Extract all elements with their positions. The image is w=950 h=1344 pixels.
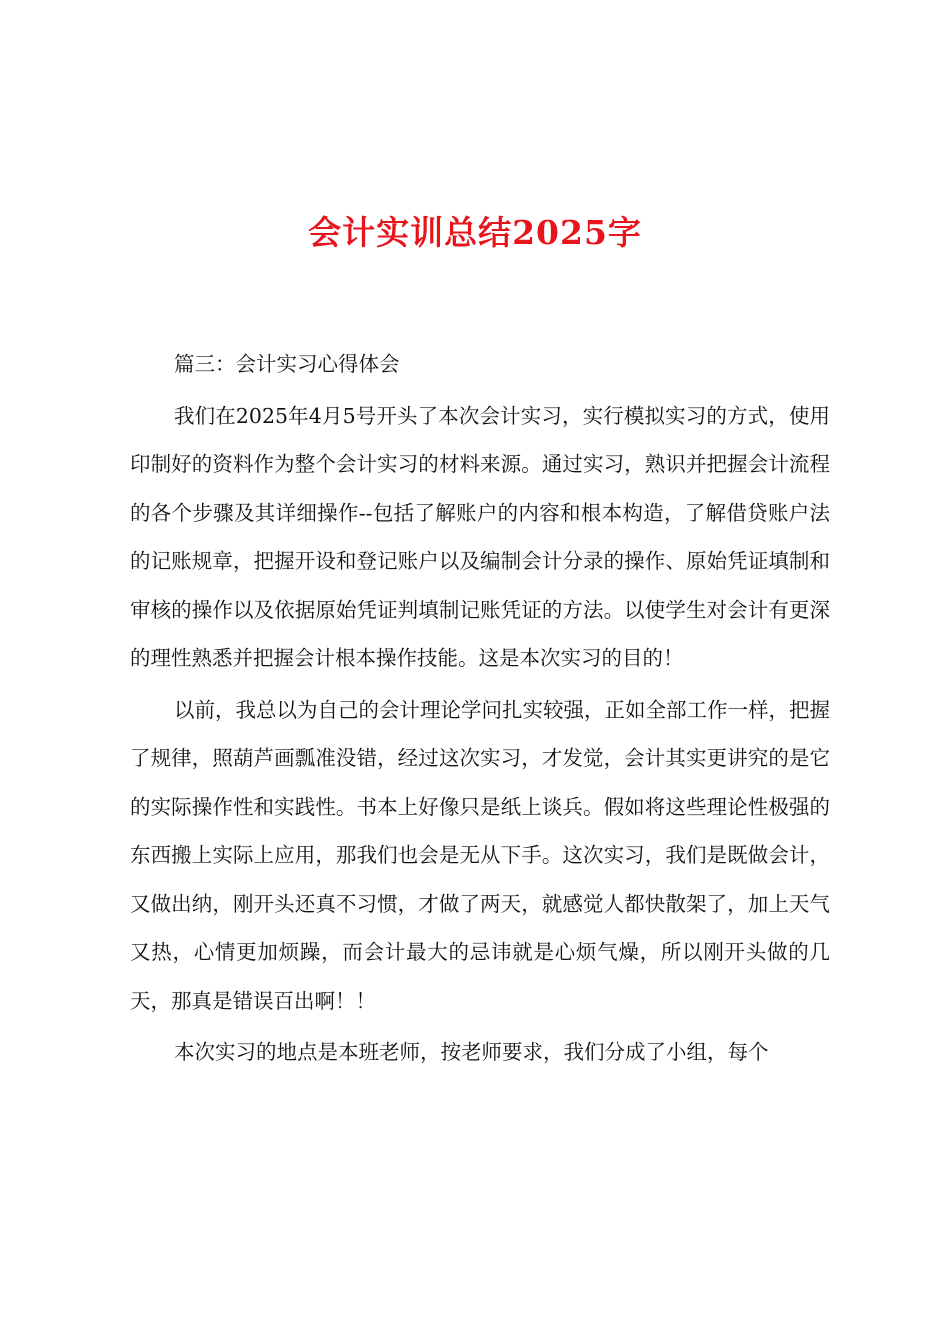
section-heading: 篇三：会计实习心得体会 (174, 352, 400, 376)
paragraph-1: 我们在2025年4月5号开头了本次会计实习，实行模拟实习的方式，使用印制好的资料作为整个会计实习的材料来源。通过实习，熟识并把握会计流程的各个步骤及其详细操作--包括了解账户的内容和根本构造，了解借贷账户法的记账规章，把握开设和登记账户以及编制会计分录的操作、原始凭证填制和审核的操作以及依据原始凭证判填制记账凭证的方法。以使学生对会计有更深的理性熟悉并把握会计根本操作技能。这是本次实习的目的！ (130, 403, 830, 670)
document-body (130, 340, 830, 1080)
document-title: 会计实训总结2025字 (308, 213, 642, 252)
paragraph-3: 本次实习的地点是本班老师，按老师要求，我们分成了小组，每个 (174, 1040, 769, 1064)
paragraph-2: 以前，我总以为自己的会计理论学问扎实较强，正如全部工作一样，把握了规律，照葫芦画瓢准没错，经过这次实习，才发觉，会计其实更讲究的是它的实际操作性和实践性。书本上好像只是纸上谈兵。假如将这些理论性极强的东西搬上实际上应用，那我们也会是无从下手。这次实习，我们是既做会计，又做出纳，刚开头还真不习惯，才做了两天，就感觉人都快散架了，加上天气又热，心情更加烦躁，而会计最大的忌讳就是心烦气燥，所以刚开头做的几天，那真是错误百出啊！！ (130, 697, 830, 1013)
